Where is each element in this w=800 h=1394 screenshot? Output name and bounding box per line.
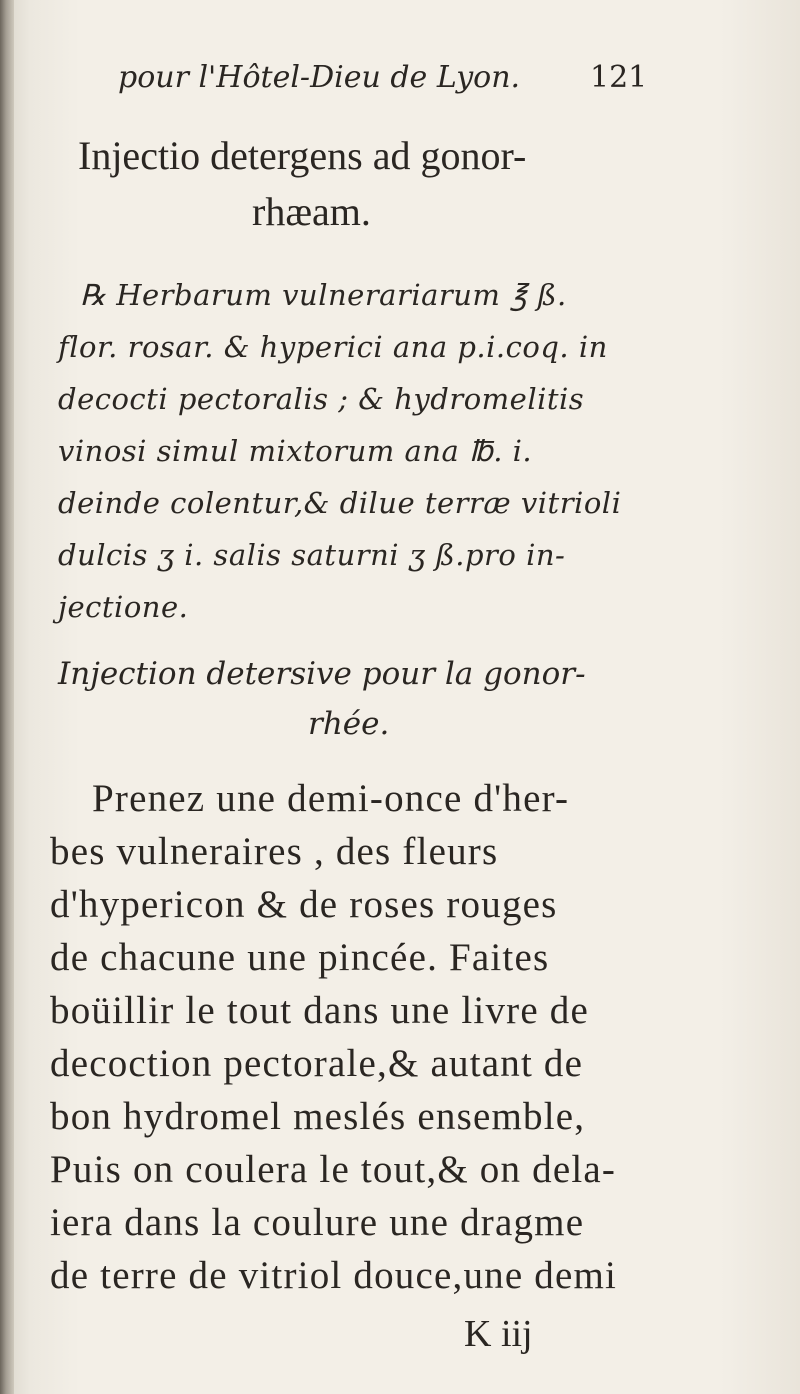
running-title: pour l'Hôtel-Dieu de Lyon. <box>118 60 521 95</box>
running-header <box>118 60 780 95</box>
latin-recipe-line-6: dulcis ʒ i. salis saturni ʒ ß.pro in- <box>58 538 566 572</box>
book-spine-shadow <box>0 0 14 1394</box>
latin-title-line-2: rhæam. <box>252 189 371 234</box>
french-body-line-3: d'hypericon & de roses rouges <box>50 883 558 926</box>
latin-title-line-1: Injectio detergens ad gonor- <box>78 133 527 178</box>
french-body-line-10: de terre de vitriol douce,une demi <box>50 1254 618 1297</box>
latin-recipe-line-1: ℞ Herbarum vulnerariarum ℥ ß. <box>80 278 567 312</box>
french-title-line-2: rhée. <box>308 706 390 742</box>
signature-mark: K iij <box>464 1313 533 1355</box>
latin-recipe-line-2: flor. rosar. & hyperici ana p.i.coq. in <box>58 330 608 364</box>
french-body-line-4: de chacune une pincée. Faites <box>50 936 550 979</box>
page-number: 121 <box>590 60 648 95</box>
french-body-line-7: bon hydromel meslés ensemble, <box>50 1095 586 1138</box>
french-body-line-9: iera dans la coulure une dragme <box>50 1201 585 1244</box>
french-body-line-8: Puis on coulera le tout,& on dela- <box>50 1148 617 1191</box>
latin-recipe-line-7: jectione. <box>58 590 189 624</box>
latin-recipe-line-3: decocti pectoralis ; & hydromelitis <box>58 382 585 416</box>
french-body-line-2: bes vulneraires , des fleurs <box>50 830 499 873</box>
french-title-line-1: Injection detersive pour la gonor- <box>58 656 586 692</box>
latin-recipe-line-5: deinde colentur,& dilue terræ vitrioli <box>58 486 622 520</box>
french-body-line-5: boüillir le tout dans une livre de <box>50 989 590 1032</box>
french-body-line-6: decoction pectorale,& autant de <box>50 1042 584 1085</box>
latin-recipe-line-4: vinosi simul mixtorum ana ℔. i. <box>58 434 533 468</box>
french-body-line-1: Prenez une demi-once d'her- <box>92 777 570 820</box>
